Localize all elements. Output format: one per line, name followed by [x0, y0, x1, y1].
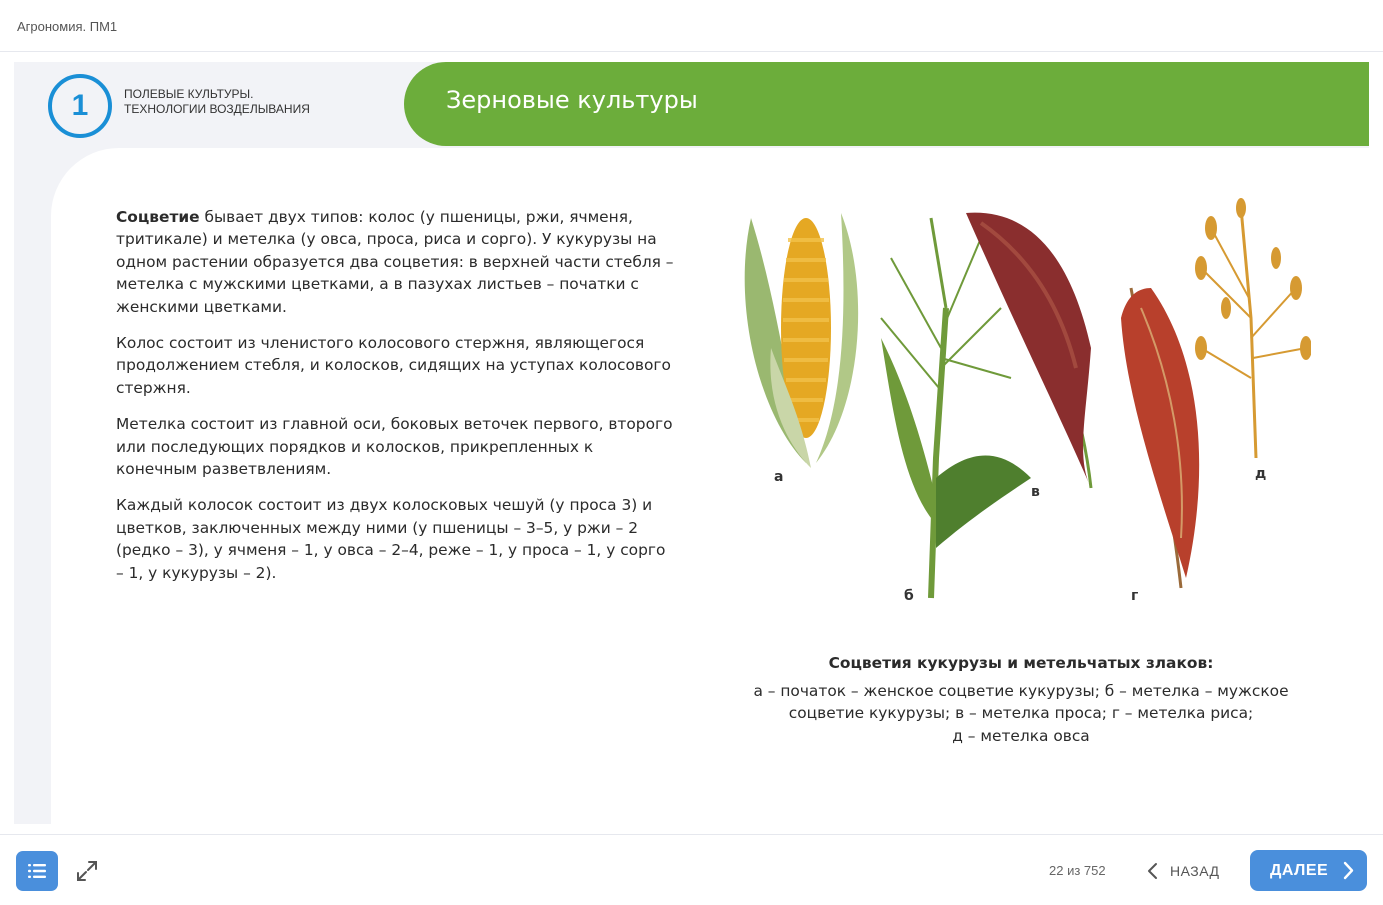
tassel-leaf-1 [936, 456, 1031, 549]
module-number-badge: 1 [48, 74, 112, 138]
list-icon [16, 851, 58, 891]
paragraph-1-text: бывает двух типов: колос (у пшеницы, ржи, ячменя, тритикале) и метелка (у овса, проса, риса и сорго). У кукурузы на одном растении образуется два соцветия: в верхней части стебля – метелка с мужскими цветками, а в пазухах листьев – початки с женскими цветками. [116, 208, 674, 316]
rice-illustration [1121, 288, 1199, 588]
fullscreen-button[interactable] [74, 858, 100, 884]
tassel-stem [931, 308, 946, 598]
back-button[interactable] [1140, 855, 1230, 887]
bottom-bar [0, 834, 1383, 905]
section-title: Зерновые культуры [446, 86, 698, 114]
paragraph-3: Метелка состоит из главной оси, боковых веточек первого, второго или последующих порядков и колосков, прикрепленных к конечным разветвлениям. [116, 415, 673, 479]
caption-line-3: д – метелка овса [952, 726, 1090, 745]
tassel-leaf-2 [881, 338, 936, 518]
oat-stem [1241, 208, 1256, 458]
inflorescence-drawing [731, 198, 1311, 618]
next-label: ДАЛЕЕ [1270, 862, 1329, 879]
label-v: в [1031, 484, 1040, 500]
module-name-line1: ПОЛЕВЫЕ КУЛЬТУРЫ. [124, 87, 254, 101]
module-name-line2: ТЕХНОЛОГИИ ВОЗДЕЛЫВАНИЯ [124, 102, 310, 116]
back-label: НАЗАД [1170, 863, 1220, 879]
expand-icon [74, 858, 100, 884]
module-name [124, 87, 310, 117]
caption-body [721, 680, 1321, 747]
caption-line-1: а – початок – женское соцветие кукурузы; б – метелка – мужское [753, 682, 1289, 700]
millet-illustration [966, 213, 1091, 488]
oat-illustration [1195, 198, 1311, 458]
term-bold: Соцветие [116, 208, 200, 226]
course-title: Агрономия. ПМ1 [17, 19, 118, 34]
paragraph-1 [116, 206, 676, 318]
next-button[interactable] [1250, 850, 1367, 891]
figure-caption [721, 654, 1321, 747]
corn-cob-illustration [745, 213, 858, 468]
label-d: д [1255, 466, 1267, 482]
label-a: а [774, 469, 784, 485]
label-b: б [904, 588, 914, 604]
rice-panicle [1121, 288, 1199, 578]
page-counter: 22 из 752 [1049, 863, 1106, 878]
caption-line-2: соцветие кукурузы; в – метелка проса; г – метелка риса; [788, 704, 1254, 723]
label-g: г [1131, 588, 1139, 604]
contents-menu-button[interactable] [16, 851, 58, 891]
lesson-stage [14, 62, 1369, 824]
caption-title: Соцветия кукурузы и метельчатых злаков: [828, 654, 1214, 672]
top-bar [0, 0, 1383, 52]
chevron-right-icon [1338, 850, 1358, 891]
content-panel [51, 148, 1369, 824]
chevron-left-icon [1142, 855, 1162, 887]
paragraph-4: Каждый колосок состоит из двух колосковых чешуй (у проса 3) и цветков, заключенных между ними (у пшеницы – 3–5, у ржи – 2 (редко – 3), у ячменя – 1, у овса – 2–4, реже – 1, у проса – 1, у сорго – 1, у кукурузы – 2). [116, 496, 666, 582]
paragraph-2: Колос состоит из членистого колосового стержня, являющегося продолжением стебля, и колосков, сидящих на уступах колосового стержня. [116, 334, 671, 397]
section-banner [404, 62, 1369, 146]
body-text [116, 206, 676, 598]
inflorescence-illustration [731, 198, 1311, 618]
